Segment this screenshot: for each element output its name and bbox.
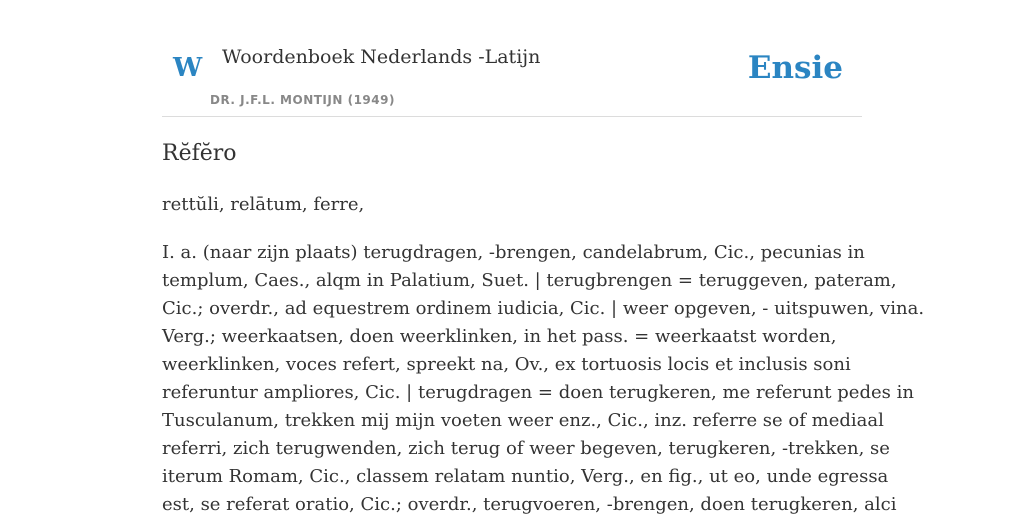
definition-line: Tusculanum, trekken mij mijn voeten weer enz., Cic., inz. referre se of mediaal — [162, 410, 884, 431]
entry-definition — [162, 239, 925, 519]
definition-line: templum, Caes., alqm in Palatium, Suet. | terugbrengen = teruggeven, pateram, — [162, 270, 897, 291]
definition-line: weerklinken, voces refert, spreekt na, Ov., ex tortuosis locis et inclusis soni — [162, 354, 851, 375]
definition-line: referri, zich terugwenden, zich terug of weer begeven, terugkeren, -trekken, se — [162, 438, 890, 459]
definition-line: I. a. (naar zijn plaats) terugdragen, -brengen, candelabrum, Cic., pecunias in — [162, 242, 865, 263]
definition-line: Verg.; weerkaatsen, doen weerklinken, in het pass. = weerkaatst worden, — [162, 326, 837, 347]
dictionary-logo[interactable]: W — [173, 53, 203, 83]
definition-line: referuntur ampliores, Cic. | terugdragen = doen terugkeren, me referunt pedes in — [162, 382, 914, 403]
entry-headword: Rĕfĕro — [162, 141, 237, 166]
entry-forms: rettŭli, relātum, ferre, — [162, 194, 365, 215]
definition-line: est, se referat oratio, Cic.; overdr., terugvoeren, -brengen, doen terugkeren, alci — [162, 494, 897, 515]
site-header — [162, 0, 862, 117]
dictionary-title[interactable]: Woordenboek Nederlands -Latijn — [222, 46, 541, 68]
dictionary-author: DR. J.F.L. MONTIJN (1949) — [210, 93, 395, 107]
brand-logo[interactable]: Ensie — [747, 50, 843, 86]
definition-line: iterum Romam, Cic., classem relatam nuntio, Verg., en fig., ut eo, unde egressa — [162, 466, 889, 487]
definition-line: Cic.; overdr., ad equestrem ordinem iudicia, Cic. | weer opgeven, - uitspuwen, vina. — [162, 298, 925, 319]
